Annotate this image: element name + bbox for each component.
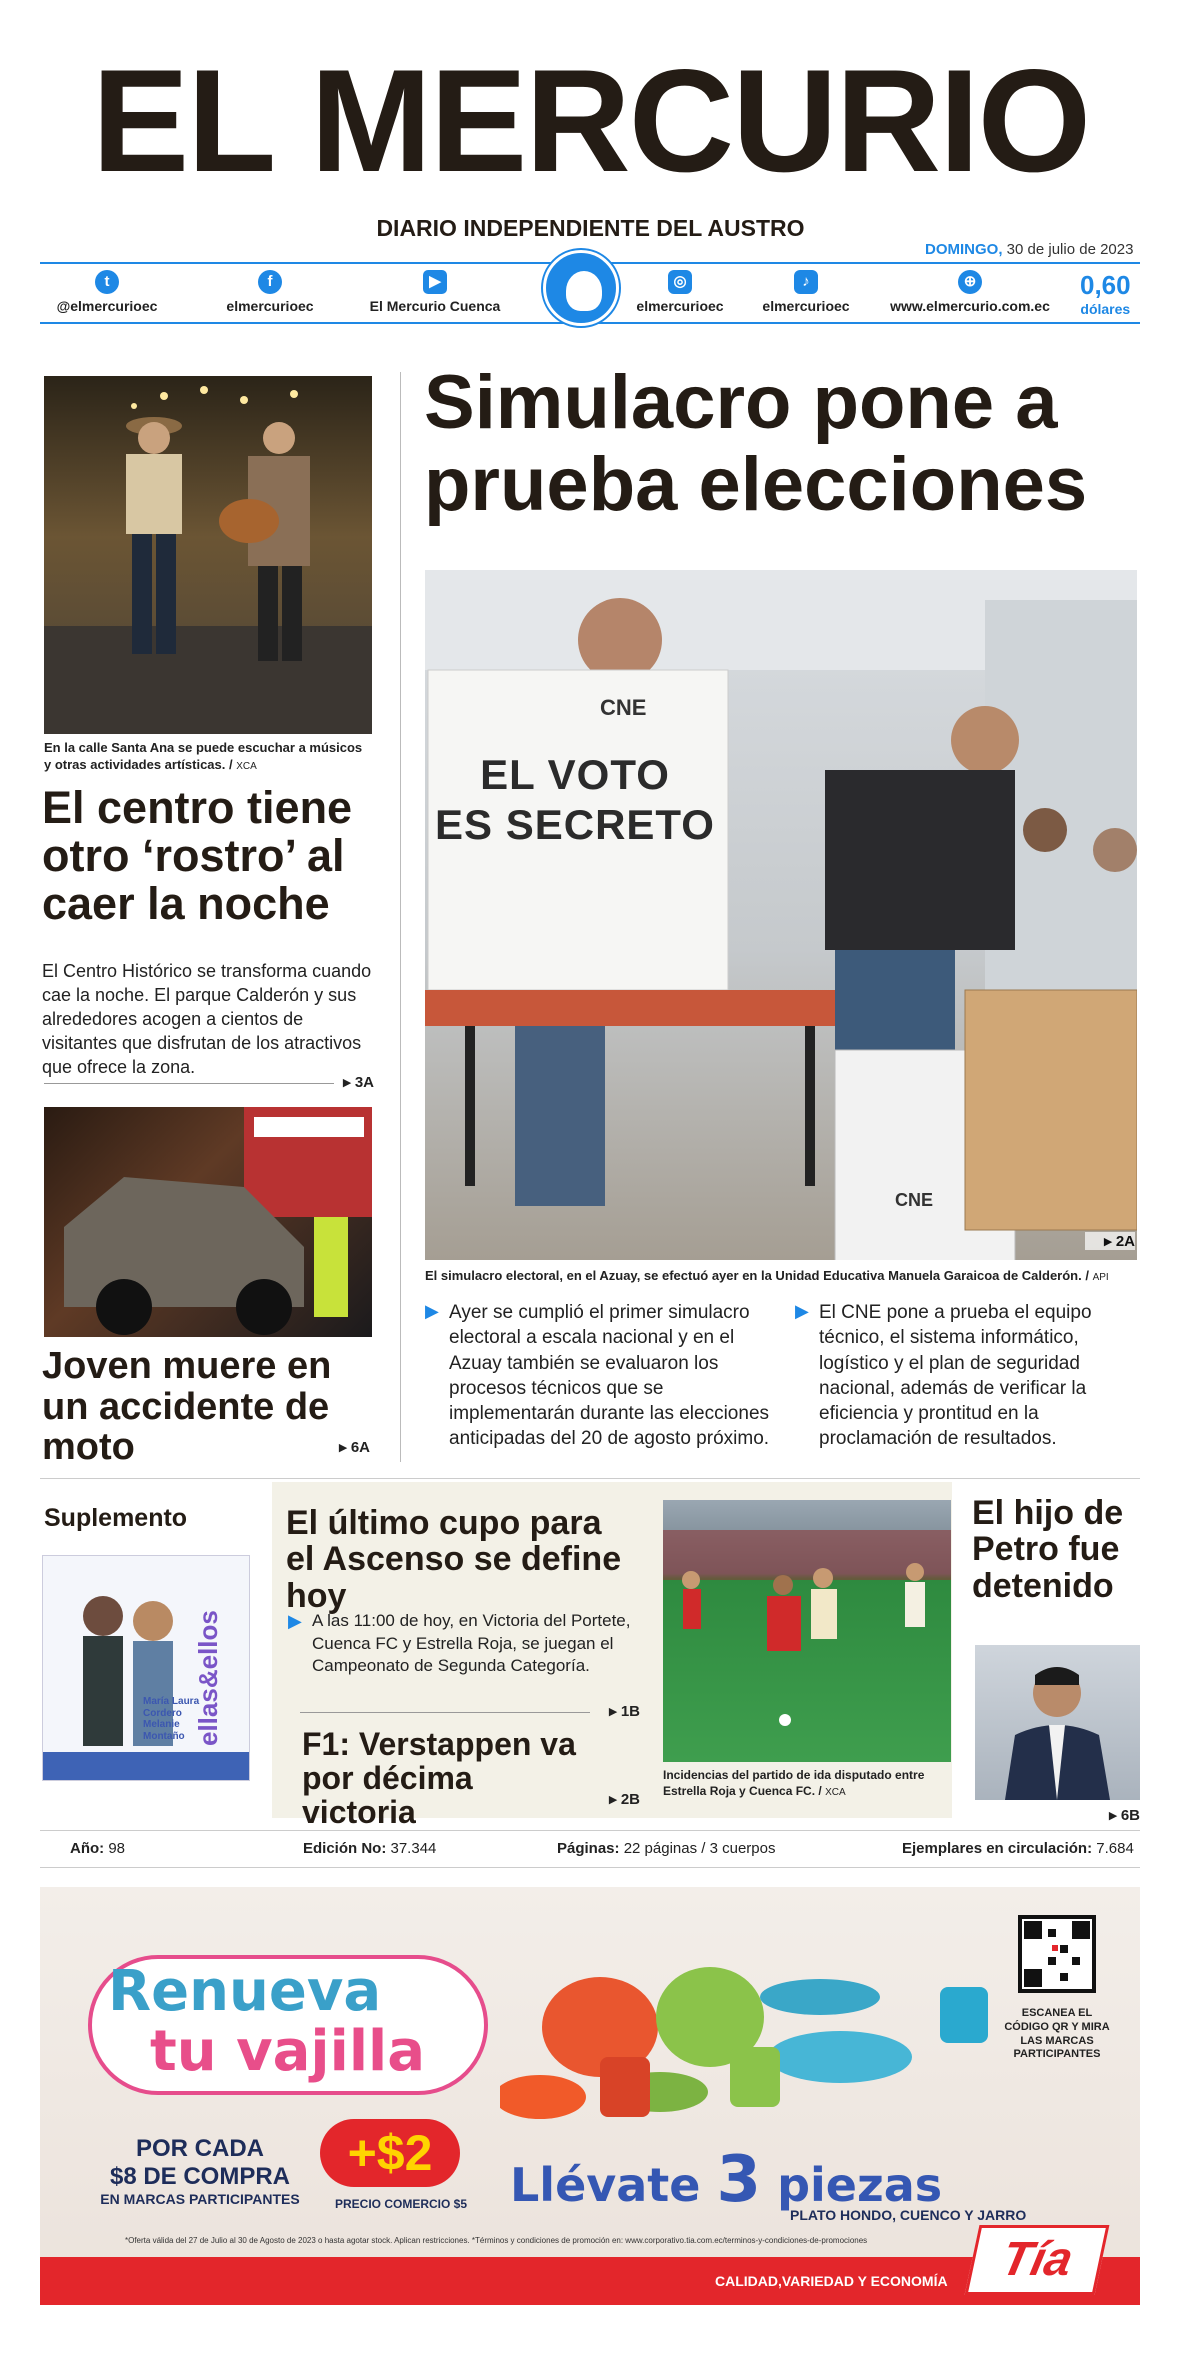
qr-code-icon[interactable]	[1018, 1915, 1096, 1993]
suplemento-label: Suplemento	[44, 1504, 188, 1532]
ballot-line-1: EL VOTO	[480, 751, 670, 798]
main-headline[interactable]: Simulacro pone a prueba elecciones	[424, 360, 1088, 528]
petro-page-ref[interactable]: ▸ 6B	[1109, 1807, 1140, 1824]
circulation-info	[902, 1840, 1134, 1857]
social-label: @elmercurioec	[56, 298, 158, 314]
sports-body	[288, 1610, 638, 1678]
caption-text: El simulacro electoral, en el Azuay, se efectuó ayer en la Unidad Educativa Manuela Garaicoa de Calderón. /	[425, 1268, 1089, 1283]
edition-value: 37.344	[390, 1840, 437, 1857]
centro-headline[interactable]: El centro tiene otro ‘rostro’ al caer la noche	[42, 782, 353, 930]
social-tiktok[interactable]	[746, 270, 866, 314]
main-photo-caption	[425, 1268, 1137, 1285]
centro-body: El Centro Histórico se transforma cuando cae la noche. El parque Calderón y sus alrededores acogen a cientos de visitantes que disfrutan de los atractivos que ofrece la zona.	[42, 961, 372, 1077]
price-value: 0,60	[1080, 270, 1131, 300]
plus-price-note: PRECIO COMERCIO $5	[334, 2197, 468, 2211]
dateline	[925, 241, 1133, 258]
centro-page-ref[interactable]: ▸ 3A	[343, 1074, 374, 1091]
suplemento-cover[interactable]	[42, 1555, 250, 1781]
election-simulation-image	[425, 570, 1137, 1260]
dinnerware-image	[500, 1947, 1020, 2137]
sports-headline[interactable]: El último cupo para el Ascenso se define hoy	[286, 1504, 622, 1615]
instagram-icon: ◎	[668, 270, 692, 294]
mercurio-badge-icon	[543, 250, 619, 326]
facebook-icon: f	[258, 270, 282, 294]
social-label: elmercurioec	[226, 298, 314, 314]
main-bullet-2	[795, 1300, 1145, 1452]
photo-credit: API	[1092, 1272, 1109, 1283]
centro-photo[interactable]	[44, 376, 372, 734]
divider	[300, 1712, 590, 1713]
offer-line-2: $8 DE COMPRA	[109, 2163, 291, 2190]
year-info	[70, 1840, 125, 1857]
main-bullet-1	[425, 1300, 780, 1452]
crashed-car-image	[44, 1107, 372, 1337]
social-bar	[40, 262, 1140, 324]
globe-icon: ⊕	[958, 270, 982, 294]
youtube-icon: ▶	[423, 270, 447, 294]
twitter-icon: t	[95, 270, 119, 294]
bullet-text: El CNE pone a prueba el equipo técnico, el sistema informático, logístico y el plan de seguridad nacional, además de verificar la eficiencia y prontitud en la proclamación de resultados.	[819, 1302, 1092, 1450]
bullet-arrow-icon: ▶	[288, 1611, 302, 1631]
newspaper-logo[interactable]: EL MERCURIO	[91, 39, 1090, 202]
ref-label: 2B	[620, 1791, 640, 1808]
offer-line-3: EN MARCAS PARTICIPANTES	[100, 2191, 300, 2207]
plus-price-badge: +$2	[320, 2119, 460, 2187]
year-value: 98	[108, 1840, 126, 1857]
accident-headline[interactable]: Joven muere en un accidente de moto	[42, 1345, 332, 1469]
take-word: Llévate	[510, 2158, 701, 2212]
column-divider	[400, 372, 401, 1462]
tia-logo-text: Tía	[996, 2233, 1078, 2286]
cne-box-logo: CNE	[895, 1190, 934, 1210]
copies-label: Ejemplares en circulación:	[902, 1840, 1093, 1857]
f1-page-ref[interactable]: ▸ 2B	[609, 1791, 640, 1808]
divider	[44, 1083, 334, 1084]
cne-logo: CNE	[600, 695, 647, 720]
caption-text: En la calle Santa Ana se puede escuchar a músicos y otras actividades artísticas. /	[44, 740, 363, 772]
f1-headline[interactable]: F1: Verstappen va por décima victoria	[302, 1726, 576, 1831]
photo-credit: XCA	[236, 760, 257, 772]
ad-fine-print: *Oferta válida del 27 de Julio al 30 de Agosto de 2023 o hasta agotar stock. Aplican restricciones. *Términos y condiciones de promoción en: www.corporativo.tia.com.ec/terminos-y-condiciones-de-promociones	[125, 2236, 868, 2245]
accident-photo[interactable]	[44, 1107, 372, 1337]
centro-photo-caption	[44, 740, 372, 774]
ballot-screen-text	[430, 750, 720, 851]
pages-value: 22 páginas / 3 cuerpos	[623, 1840, 776, 1857]
date-rest: 30 de julio de 2023	[1006, 241, 1134, 258]
take-number: 3	[716, 2143, 762, 2217]
bullet-arrow-icon: ▶	[795, 1301, 809, 1321]
tagline: DIARIO INDEPENDIENTE DEL AUSTRO	[376, 215, 805, 241]
tia-logo[interactable]	[965, 2225, 1110, 2295]
edition-label: Edición No:	[303, 1840, 387, 1857]
body-text: A las 11:00 de hoy, en Victoria del Portete, Cuenca FC y Estrella Roja, se juegan el Campeonato de Segunda Categoría.	[312, 1611, 631, 1676]
copies-value: 7.684	[1096, 1840, 1134, 1857]
petro-headline[interactable]: El hijo de Petro fue detenido	[972, 1494, 1124, 1605]
ref-label: 1B	[620, 1703, 640, 1720]
portrait-image	[975, 1645, 1140, 1800]
ballot-line-2: ES SECRETO	[435, 801, 715, 849]
offer-line-1: POR CADA	[135, 2135, 264, 2162]
social-instagram[interactable]	[620, 270, 740, 314]
accident-page-ref[interactable]: ▸ 6A	[339, 1439, 370, 1456]
pieces-list: PLATO HONDO, CUENCO Y JARRO	[790, 2207, 1027, 2223]
sports-page-ref[interactable]: ▸ 1B	[609, 1703, 640, 1720]
football-photo-caption	[663, 1768, 953, 1799]
ref-label: 2A	[1115, 1233, 1135, 1250]
social-website[interactable]	[870, 270, 1070, 314]
social-label: elmercurioec	[762, 298, 850, 314]
bullet-arrow-icon: ▶	[425, 1301, 439, 1321]
caption-text: Incidencias del partido de ida disputado entre Estrella Roja y Cuenca FC. /	[663, 1768, 925, 1798]
ref-label: 3A	[354, 1074, 374, 1091]
social-youtube[interactable]	[360, 270, 510, 314]
date-day: DOMINGO,	[925, 241, 1003, 258]
qr-note: ESCANEA EL CÓDIGO QR Y MIRA LAS MARCAS PARTICIPANTES	[1004, 2007, 1110, 2061]
social-label: El Mercurio Cuenca	[369, 298, 501, 314]
pages-label: Páginas:	[557, 1840, 620, 1857]
ad-title-line-1: Renueva	[108, 1959, 382, 2024]
petro-photo[interactable]	[975, 1645, 1140, 1800]
take-pieces: piezas	[777, 2158, 943, 2212]
main-photo-ref[interactable]: ▸ 2A	[1085, 1232, 1135, 1250]
football-match-image	[663, 1500, 951, 1762]
social-label: www.elmercurio.com.ec	[890, 298, 1050, 314]
ref-label: 6A	[350, 1439, 370, 1456]
edition-info-bar	[40, 1830, 1140, 1868]
edition-number-info	[303, 1840, 436, 1857]
price	[1080, 270, 1131, 317]
ad-title-line-2: tu vajilla	[150, 2019, 425, 2084]
year-label: Año:	[70, 1840, 105, 1857]
social-twitter[interactable]	[42, 270, 172, 314]
bullet-text: Ayer se cumplió el primer simulacro electoral a escala nacional y en el Azuay también se evaluaron los procesos técnicos que se implementarán durante las elecciones anticipadas del 20 de agosto próximo.	[449, 1302, 770, 1450]
tia-advertisement[interactable]	[40, 1887, 1140, 2305]
take-text	[510, 2143, 942, 2217]
main-photo[interactable]	[425, 570, 1137, 1260]
tiktok-icon: ♪	[794, 270, 818, 294]
cover-title: ellas&ellos	[193, 1610, 223, 1746]
qr-pattern	[1022, 1919, 1092, 1989]
social-facebook[interactable]	[205, 270, 335, 314]
photo-credit: XCA	[825, 1786, 846, 1798]
pages-info	[557, 1840, 775, 1857]
cover-names: María Laura Cordero Melanie Montaño	[143, 1696, 200, 1742]
street-musicians-image	[44, 376, 372, 734]
social-label: elmercurioec	[636, 298, 724, 314]
ref-label: 6B	[1120, 1807, 1140, 1824]
section-divider	[40, 1478, 1140, 1479]
ad-slogan: CALIDAD,VARIEDAD Y ECONOMÍA	[715, 2273, 948, 2289]
price-unit: dólares	[1080, 301, 1131, 317]
ad-offer	[80, 2135, 320, 2207]
football-photo[interactable]	[663, 1500, 951, 1762]
masthead	[0, 0, 1181, 258]
